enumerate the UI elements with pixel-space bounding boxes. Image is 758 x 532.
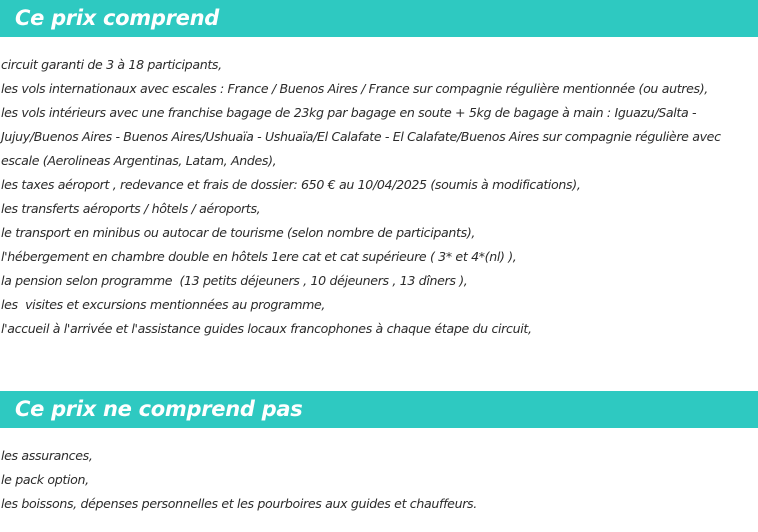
excludes-title: Ce prix ne comprend pas — [15, 397, 303, 421]
list-item: circuit garanti de 3 à 18 participants, — [1, 57, 222, 72]
includes-section-header — [0, 0, 758, 37]
list-item: les transferts aéroports / hôtels / aéroports, — [1, 201, 261, 216]
includes-list — [1, 53, 753, 341]
excludes-section-header — [0, 391, 758, 428]
list-item: les assurances, — [1, 448, 93, 463]
includes-title: Ce prix comprend — [15, 6, 219, 30]
list-item: l'hébergement en chambre double en hôtels 1ere cat et cat supérieure ( 3* et 4*(nl) ), — [1, 249, 517, 264]
list-item: les vols internationaux avec escales : France / Buenos Aires / France sur compagnie régulière mentionnée (ou autres), — [1, 81, 708, 96]
list-item: les boissons, dépenses personnelles et les pourboires aux guides et chauffeurs. — [1, 496, 477, 511]
list-item: les taxes aéroport , redevance et frais de dossier: 650 € au 10/04/2025 (soumis à modifications), — [1, 177, 581, 192]
list-item: les vols intérieurs avec une franchise bagage de 23kg par bagage en soute + 5kg de bagage à main : Iguazu/Salta - Jujuy/Buenos Aires - Buenos Aires/Ushuaïa - Ushuaïa/El Calafate - El Calafate/Buenos Aires sur compagnie régulière avec escale (Aerolineas Argentinas, Latam, Andes), — [1, 105, 725, 168]
list-item: la pension selon programme (13 petits déjeuners , 10 déjeuners , 13 dîners ), — [1, 273, 468, 288]
list-item: l'accueil à l'arrivée et l'assistance guides locaux francophones à chaque étape du circuit, — [1, 321, 532, 336]
list-item: les visites et excursions mentionnées au programme, — [1, 297, 326, 312]
excludes-list — [1, 444, 753, 516]
list-item: le transport en minibus ou autocar de tourisme (selon nombre de participants), — [1, 225, 476, 240]
list-item: le pack option, — [1, 472, 89, 487]
